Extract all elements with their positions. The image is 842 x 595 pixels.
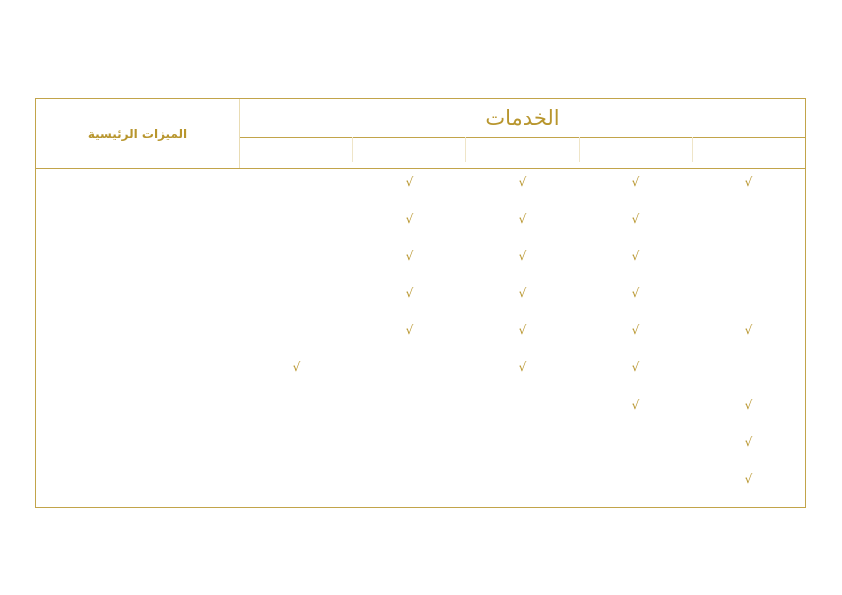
check-mark: √ [631, 212, 640, 227]
check-mark: √ [631, 286, 640, 301]
check-mark: √ [744, 397, 753, 412]
check-mark: √ [405, 175, 414, 189]
check-mark: √ [744, 434, 753, 449]
check-mark: √ [405, 249, 414, 264]
check-mark: √ [631, 249, 640, 264]
empty-cell [579, 466, 692, 503]
check-mark: √ [518, 323, 527, 338]
table-row [240, 280, 805, 317]
empty-cell [240, 243, 353, 280]
features-label: الميزات الرئيسية [87, 126, 188, 141]
table-row [240, 243, 805, 280]
check-mark: √ [631, 360, 640, 375]
empty-cell [240, 429, 353, 466]
table-row [240, 392, 805, 429]
empty-cell [240, 317, 353, 354]
empty-cell [353, 354, 466, 391]
check-mark: √ [631, 323, 640, 338]
check-mark: √ [744, 175, 753, 189]
service-column-header [692, 137, 805, 162]
check-mark: √ [405, 286, 414, 301]
check-mark: √ [631, 397, 640, 412]
empty-cell [692, 354, 805, 391]
check-mark: √ [518, 175, 527, 189]
empty-cell [466, 429, 579, 466]
table-row [240, 169, 805, 206]
check-mark: √ [292, 360, 301, 375]
features-header-cell [36, 99, 240, 168]
table-row [240, 354, 805, 391]
empty-cell [353, 392, 466, 429]
empty-cell [466, 466, 579, 503]
empty-cell [579, 429, 692, 466]
empty-cell [240, 206, 353, 243]
check-mark: √ [744, 323, 753, 338]
services-header-cell [240, 99, 805, 138]
empty-cell [240, 466, 353, 503]
check-mark: √ [405, 323, 414, 338]
empty-cell [692, 243, 805, 280]
service-column-header [579, 137, 692, 162]
check-mark: √ [405, 212, 414, 227]
table-row [240, 206, 805, 243]
check-mark: √ [518, 286, 527, 301]
empty-cell [353, 429, 466, 466]
table-row [240, 317, 805, 354]
empty-cell [240, 169, 353, 206]
empty-cell [692, 206, 805, 243]
empty-cell [692, 280, 805, 317]
empty-cell [240, 392, 353, 429]
service-columns-header [240, 137, 805, 162]
check-mark: √ [518, 212, 527, 227]
check-grid [240, 169, 805, 503]
check-mark: √ [744, 471, 753, 486]
service-column-header [352, 137, 465, 162]
check-mark: √ [631, 175, 640, 189]
empty-cell [466, 392, 579, 429]
table-row [240, 429, 805, 466]
empty-cell [240, 280, 353, 317]
table-row [240, 466, 805, 503]
check-mark: √ [518, 249, 527, 264]
check-mark: √ [518, 360, 527, 375]
services-title: الخدمات [485, 106, 560, 130]
service-column-header [240, 137, 352, 162]
service-column-header [465, 137, 578, 162]
empty-cell [353, 466, 466, 503]
comparison-table [35, 98, 806, 508]
